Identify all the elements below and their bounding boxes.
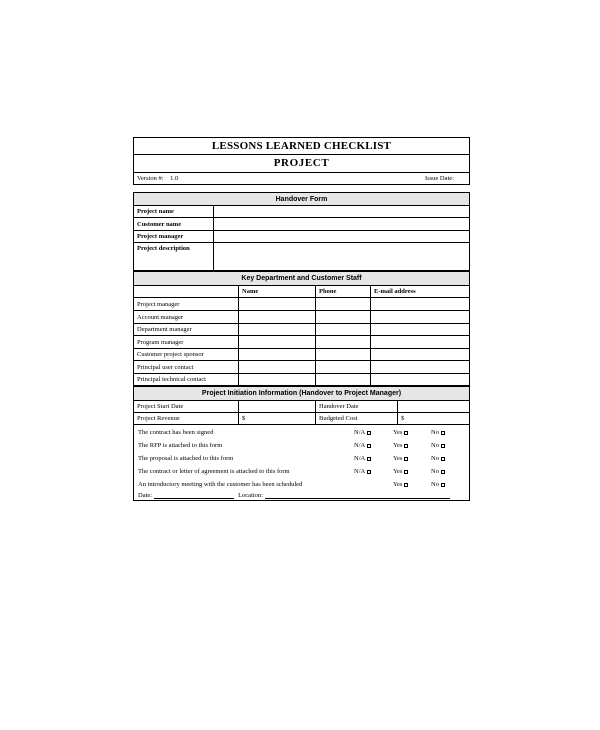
revenue-currency: $: [242, 415, 246, 422]
no-checkbox[interactable]: [431, 481, 445, 488]
staff-phone-field[interactable]: [316, 336, 371, 349]
budget-label: Budgeted Cost: [316, 413, 398, 425]
yes-checkbox[interactable]: [393, 429, 408, 436]
na-label: N/A: [354, 429, 366, 436]
staff-name-field[interactable]: [239, 349, 316, 361]
handover-date-label: Handover Date: [316, 401, 398, 413]
email-column-header: E-mail address: [371, 286, 470, 298]
page-title: LESSONS LEARNED CHECKLIST: [134, 138, 469, 155]
checklist-box: [133, 425, 470, 501]
staff-email-field[interactable]: [371, 361, 470, 374]
yes-label: Yes: [393, 481, 403, 488]
issue-date-label: Issue Date:: [424, 175, 454, 182]
handover-date-field[interactable]: [398, 401, 470, 413]
no-label: No: [431, 455, 439, 462]
handover-table: [133, 192, 470, 271]
no-checkbox[interactable]: [431, 455, 445, 462]
no-label: No: [431, 468, 439, 475]
staff-email-field[interactable]: [371, 336, 470, 349]
project-name-field[interactable]: [214, 206, 470, 218]
yes-checkbox[interactable]: [393, 468, 408, 475]
no-label: No: [431, 429, 439, 436]
header-box: [133, 137, 470, 185]
checkbox-icon: [441, 470, 445, 474]
version-label: Version #:: [137, 175, 164, 182]
no-label: No: [431, 481, 439, 488]
na-checkbox[interactable]: [354, 455, 371, 462]
yes-label: Yes: [393, 455, 403, 462]
staff-phone-field[interactable]: [316, 361, 371, 374]
checkbox-icon: [441, 483, 445, 487]
no-checkbox[interactable]: [431, 442, 445, 449]
name-column-header: Name: [239, 286, 316, 298]
staff-name-field[interactable]: [239, 361, 316, 374]
staff-name-field[interactable]: [239, 311, 316, 324]
staff-name-field[interactable]: [239, 336, 316, 349]
staff-email-field[interactable]: [371, 349, 470, 361]
check-item-label: The contract or letter of agreement is attached to this form: [138, 468, 290, 475]
handover-section-title: Handover Form: [134, 193, 470, 206]
no-checkbox[interactable]: [431, 429, 445, 436]
staff-role: Customer project sponsor: [134, 349, 239, 361]
yes-label: Yes: [393, 429, 403, 436]
staff-role: Principal technical contact: [134, 374, 239, 386]
phone-column-header: Phone: [316, 286, 371, 298]
staff-phone-field[interactable]: [316, 324, 371, 336]
meeting-details-row: [138, 492, 450, 499]
project-manager-field[interactable]: [214, 231, 470, 243]
staff-email-field[interactable]: [371, 298, 470, 311]
staff-role: Program manager: [134, 336, 239, 349]
checkbox-icon: [404, 483, 408, 487]
meeting-label: An introductory meeting with the customer has been scheduled: [138, 481, 303, 488]
checkbox-icon: [404, 444, 408, 448]
na-label: N/A: [354, 442, 366, 449]
customer-name-label: Customer name: [134, 218, 214, 231]
checkbox-icon: [367, 444, 371, 448]
customer-name-field[interactable]: [214, 218, 470, 231]
na-checkbox[interactable]: [354, 429, 371, 436]
staff-role: Project manager: [134, 298, 239, 311]
project-name-label: Project name: [134, 206, 214, 218]
staff-email-field[interactable]: [371, 311, 470, 324]
staff-role: Principal user contact: [134, 361, 239, 374]
role-column-header: [134, 286, 239, 298]
staff-role: Account manager: [134, 311, 239, 324]
location-field[interactable]: [265, 492, 450, 499]
no-checkbox[interactable]: [431, 468, 445, 475]
staff-phone-field[interactable]: [316, 349, 371, 361]
key-staff-table: [133, 271, 470, 386]
staff-email-field[interactable]: [371, 374, 470, 386]
na-checkbox[interactable]: [354, 468, 371, 475]
project-manager-label: Project manager: [134, 231, 214, 243]
start-date-label: Project Start Date: [134, 401, 239, 413]
yes-checkbox[interactable]: [393, 481, 408, 488]
initiation-section-title: Project Initiation Information (Handover to Project Manager): [134, 387, 470, 401]
revenue-field[interactable]: [239, 413, 316, 425]
checkbox-icon: [367, 431, 371, 435]
checkbox-icon: [441, 431, 445, 435]
yes-label: Yes: [393, 442, 403, 449]
check-item-label: The contract has been signed: [138, 429, 214, 436]
date-label: Date:: [138, 492, 153, 499]
checklist-page: [133, 137, 470, 501]
na-checkbox[interactable]: [354, 442, 371, 449]
start-date-field[interactable]: [239, 401, 316, 413]
version-info: [137, 173, 178, 184]
key-staff-section-title: Key Department and Customer Staff: [134, 272, 470, 286]
staff-email-field[interactable]: [371, 324, 470, 336]
checkbox-icon: [367, 470, 371, 474]
version-row: [134, 173, 469, 184]
checkbox-icon: [441, 444, 445, 448]
staff-name-field[interactable]: [239, 374, 316, 386]
project-description-label: Project description: [134, 243, 214, 271]
checkbox-icon: [404, 431, 408, 435]
checkbox-icon: [404, 470, 408, 474]
staff-role: Department manager: [134, 324, 239, 336]
check-item-label: The RFP is attached to this form: [138, 442, 223, 449]
yes-label: Yes: [393, 468, 403, 475]
checkbox-icon: [367, 457, 371, 461]
check-item-label: The proposal is attached to this form: [138, 455, 234, 462]
na-label: N/A: [354, 455, 366, 462]
initiation-table: [133, 386, 470, 425]
staff-phone-field[interactable]: [316, 298, 371, 311]
yes-checkbox[interactable]: [393, 442, 408, 449]
staff-phone-field[interactable]: [316, 311, 371, 324]
budget-field[interactable]: [398, 413, 470, 425]
budget-currency: $: [401, 415, 405, 422]
staff-name-field[interactable]: [239, 324, 316, 336]
staff-phone-field[interactable]: [316, 374, 371, 386]
version-value: 1.0: [170, 175, 179, 182]
page-subtitle: PROJECT: [134, 155, 469, 173]
checkbox-icon: [404, 457, 408, 461]
project-description-field[interactable]: [214, 243, 470, 271]
location-label: Location:: [238, 492, 263, 499]
na-label: N/A: [354, 468, 366, 475]
yes-checkbox[interactable]: [393, 455, 408, 462]
staff-name-field[interactable]: [239, 298, 316, 311]
no-label: No: [431, 442, 439, 449]
checkbox-icon: [441, 457, 445, 461]
date-field[interactable]: [154, 492, 234, 499]
revenue-label: Project Revenue: [134, 413, 239, 425]
